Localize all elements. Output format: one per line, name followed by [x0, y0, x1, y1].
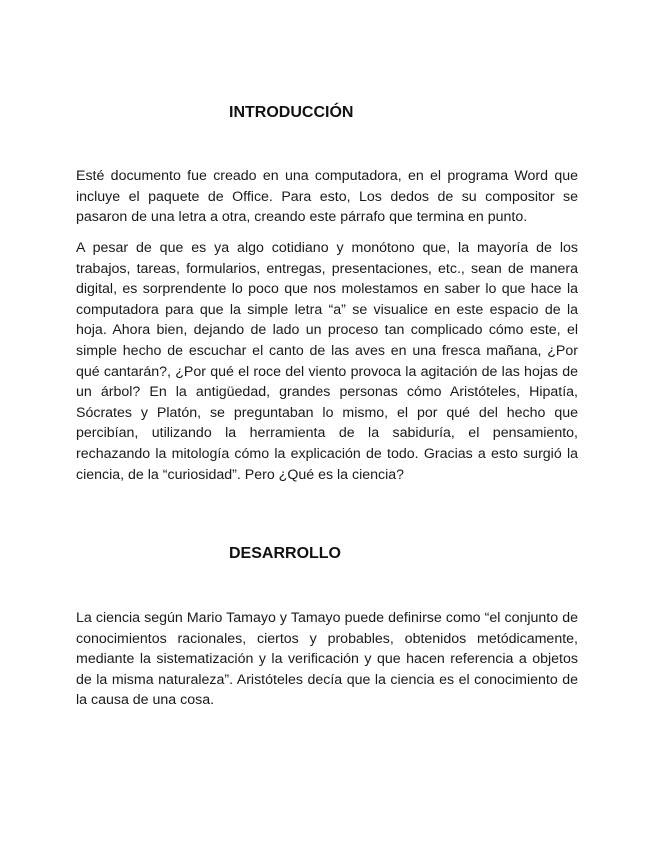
- section-heading-desarrollo: DESARROLLO: [229, 545, 341, 562]
- section-heading-introduccion: INTRODUCCIÓN: [229, 104, 354, 121]
- intro-paragraph-1: Esté documento fue creado en una computadora, en el programa Word que incluye el paquete de Office. Para esto, Los dedos de su compositor se pasaron de una letra a otra, creando este párrafo que termina en punto.: [76, 168, 578, 226]
- desarrollo-paragraph-1: La ciencia según Mario Tamayo y Tamayo puede definirse como “el conjunto de conocimientos racionales, ciertos y probables, obtenidos metódicamente, mediante la sistematización y la verificación y que hacen referencia a objetos de la misma naturaleza”. Aristóteles decía que la ciencia es el conocimiento de la causa de una cosa.: [76, 610, 578, 709]
- intro-paragraph-2: A pesar de que es ya algo cotidiano y monótono que, la mayoría de los trabajos, tareas, formularios, entregas, presentaciones, etc., sean de manera digital, es sorprendente lo poco que nos molestamos en saber lo que hace la computadora para que la simple letra “a” se visualice en este espacio de la hoja. Ahora bien, dejando de lado un proceso tan complicado cómo este, el simple hecho de escuchar el canto de las aves en una fresca mañana, ¿Por qué cantarán?, ¿Por qué el roce del viento provoca la agitación de las hojas de un árbol? En la antigüedad, grandes personas cómo Aristóteles, Hipatía, Sócrates y Platón, se preguntaban lo mismo, el por qué del hecho que percibían, utilizando la herramienta de la sabiduría, el pensamiento, rechazando la mitología cómo la explicación de todo. Gracias a esto surgió la ciencia, de la “curiosidad”. Pero ¿Qué es la ciencia?: [76, 240, 578, 483]
